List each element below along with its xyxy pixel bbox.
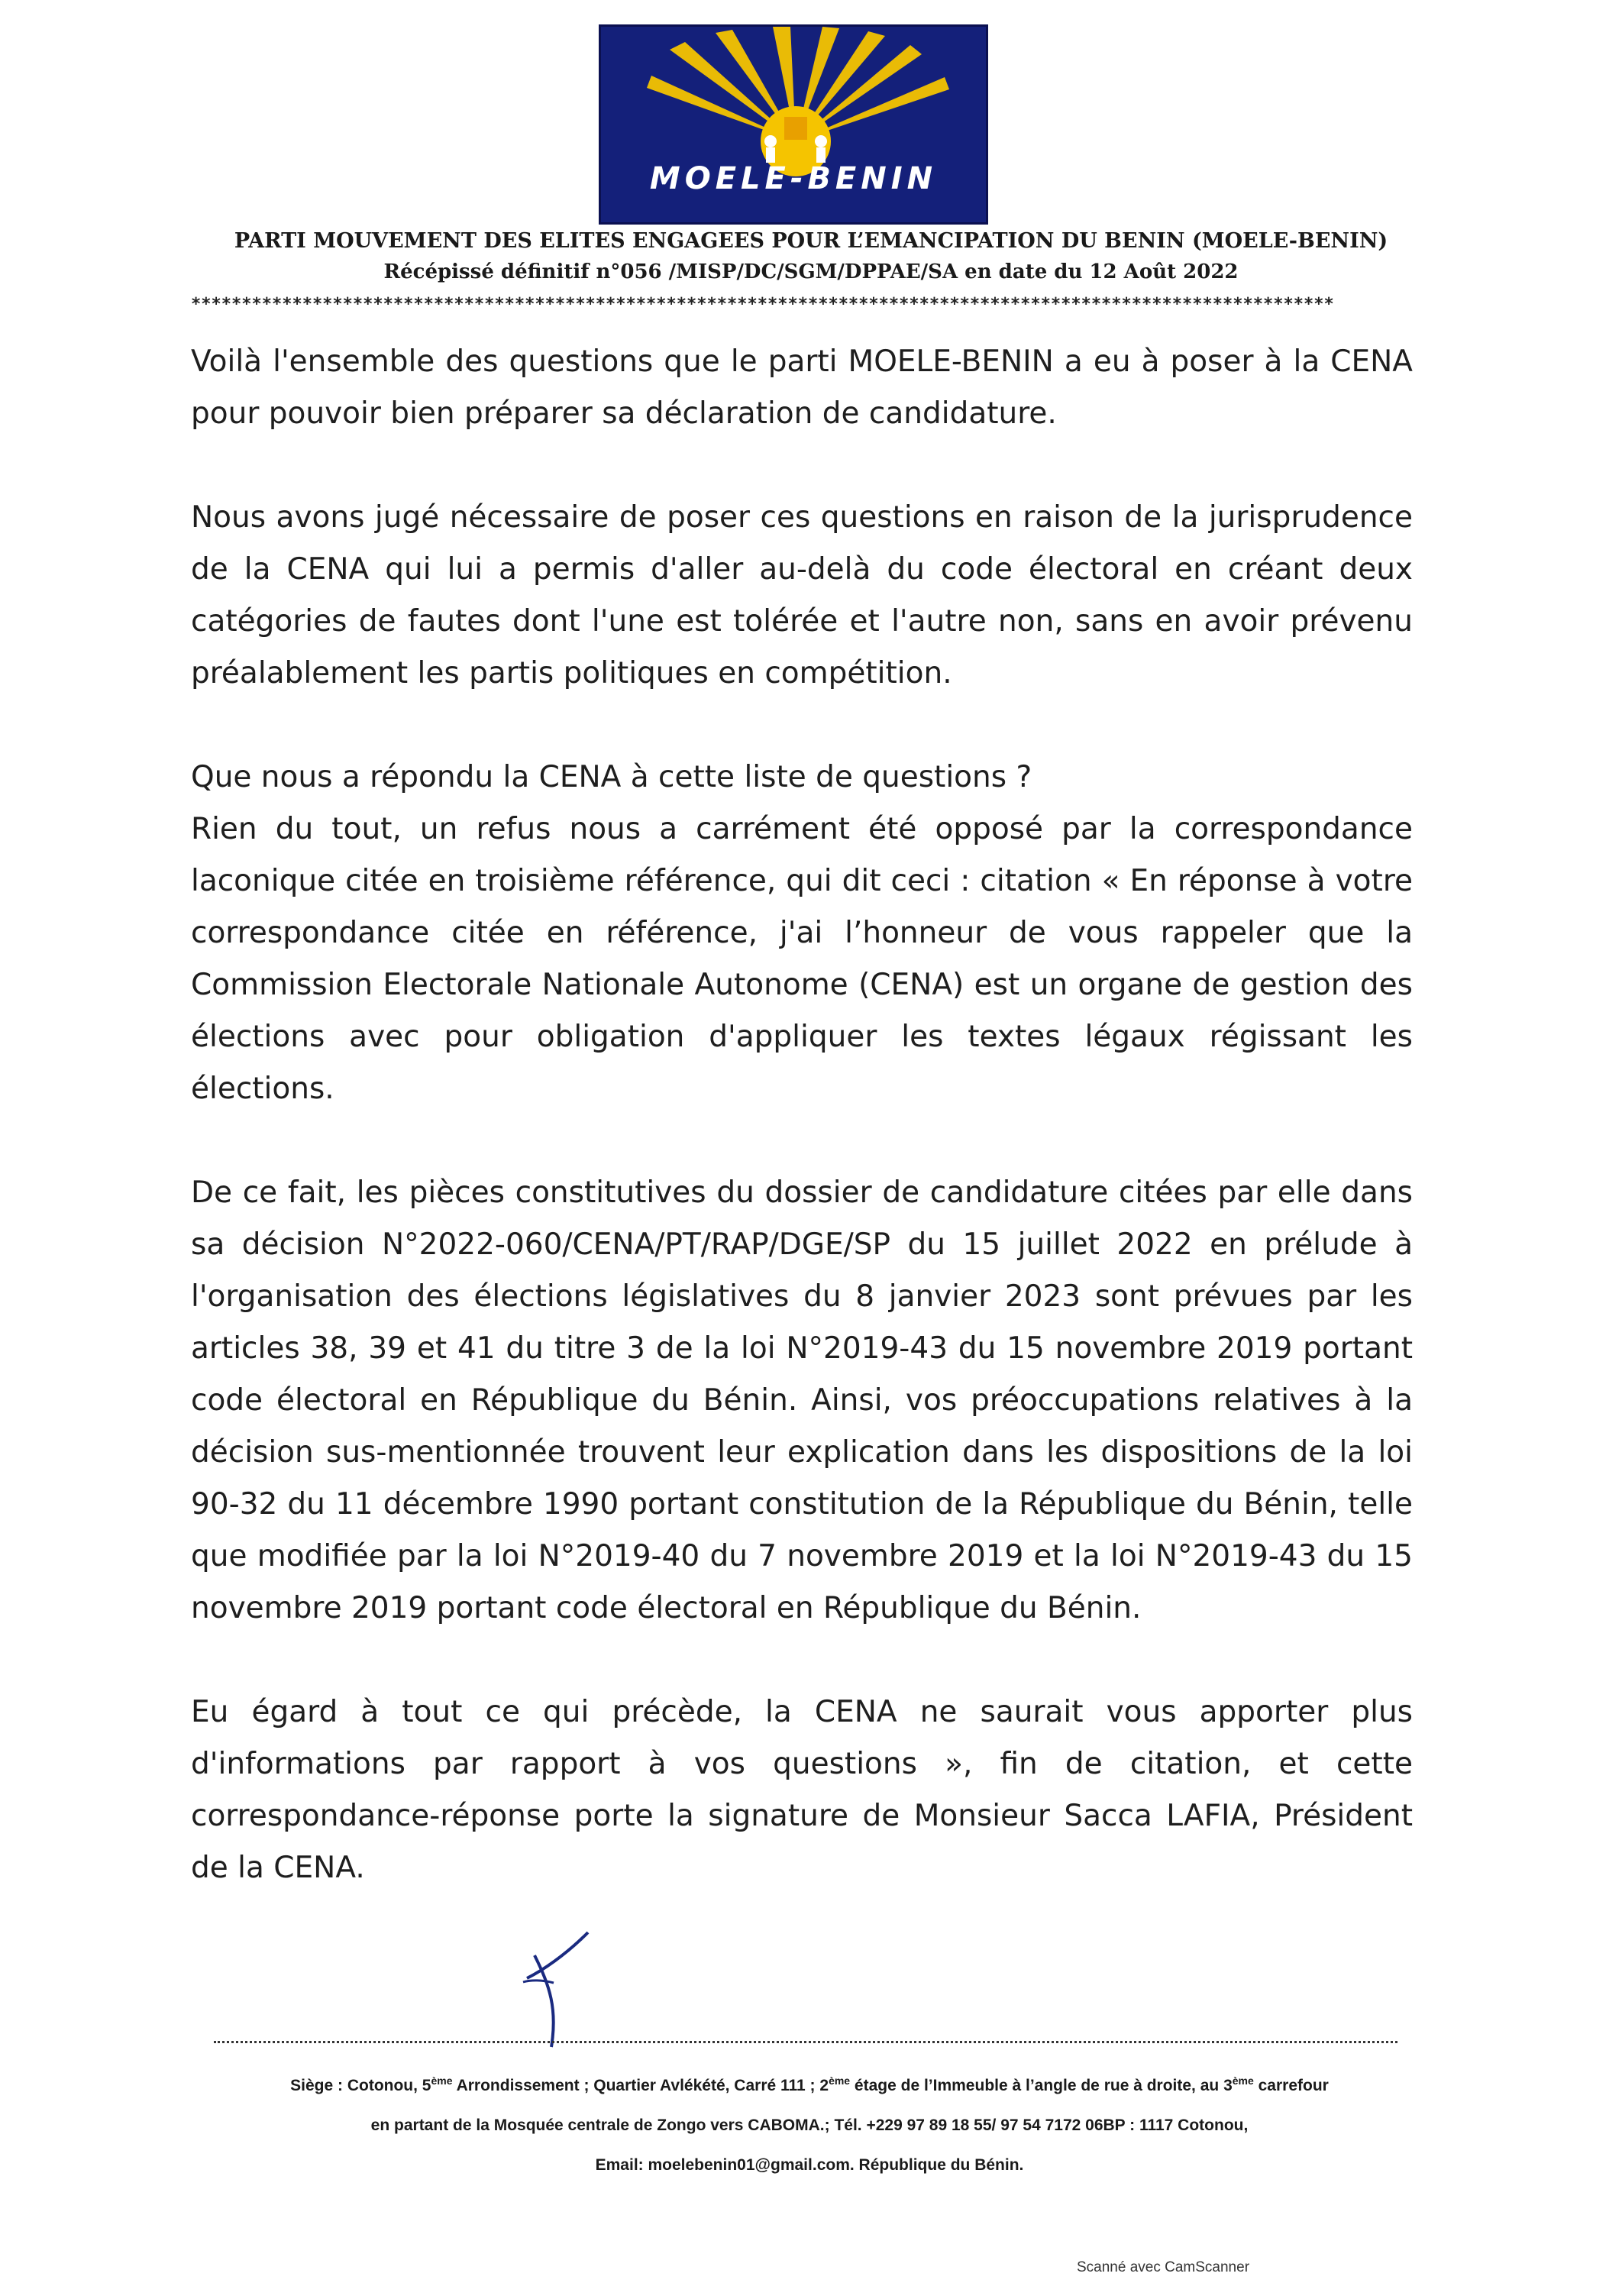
paragraph-conclusion: Eu égard à tout ce qui précède, la CENA ne saurait vous apporter plus d'informations par rapport à vos questions », fin de citation, et cette correspondance-réponse porte la signature de Monsieur Sacca LAFIA, Président de la CENA. [191, 1695, 1413, 1885]
party-name-heading: PARTI MOUVEMENT DES ELITES ENGAGEES POUR L’EMANCIPATION DU BENIN (MOELE-BENIN) [234, 229, 1388, 253]
paragraph-intro: Voilà l'ensemble des questions que le parti MOELE-BENIN a eu à poser à la CENA pour pouvoir bien préparer sa déclaration de candidature. [191, 344, 1413, 431]
footer-line-3: Email: moelebenin01@gmail.com. République du Bénin. [595, 2156, 1024, 2174]
star-divider: ***************************************************************************************************************** [191, 295, 1334, 314]
letter-body [191, 336, 1413, 1946]
scanner-watermark: Scanné avec CamScanner [1077, 2259, 1250, 2275]
paragraph-quotation-start: Rien du tout, un refus nous a carrément été opposé par la correspondance laconique citée en troisième référence, qui dit ceci : citation « En réponse à votre correspondance citée en référence, j'ai l’honneur de vous rappeler que la Commission Electorale Nationale Autonome (CENA) est un organe de gestion des élections avec pour obligation d'appliquer les textes légaux régissant les élections. [191, 812, 1413, 1106]
registration-receipt: Récépissé définitif n°056 /MISP/DC/SGM/DPPAE/SA en date du 12 Août 2022 [383, 260, 1239, 283]
paragraph-question: Que nous a répondu la CENA à cette liste de questions ? [191, 760, 1032, 794]
party-logo [599, 24, 988, 225]
logo-wordmark: MOELE-BENIN [649, 161, 938, 196]
footer-line-1: Siège : Cotonou, 5ème Arrondissement ; Quartier Avlékété, Carré 111 ; 2ème étage de l’Immeuble à l’angle de rue à droite, au 3ème carrefour [290, 2074, 1329, 2094]
handwritten-signature [512, 1925, 619, 2055]
paragraph-reason: Nous avons jugé nécessaire de poser ces questions en raison de la jurisprudence de la CENA qui lui a permis d'aller au-delà du code électoral en créant deux catégories de fautes dont l'une est tolérée et l'autre non, sans en avoir prévenu préalablement les partis politiques en compétition. [191, 500, 1413, 690]
paragraph-legal-basis: De ce fait, les pièces constitutives du dossier de candidature citées par elle dans sa décision N°2022-060/CENA/PT/RAP/DGE/SP du 15 juillet 2022 en prélude à l'organisation des élections législatives du 8 janvier 2023 sont prévues par les articles 38, 39 et 41 du titre 3 de la loi N°2019-43 du 15 novembre 2019 portant code électoral en République du Bénin. Ainsi, vos préoccupations relatives à la décision sus-mentionnée trouvent leur explication dans les dispositions de la loi 90-32 du 11 décembre 1990 portant constitution de la République du Bénin, telle que modifiée par la loi N°2019-40 du 7 novembre 2019 et la loi N°2019-43 du 15 novembre 2019 portant code électoral en République du Bénin. [191, 1175, 1413, 1625]
footer-address [199, 2061, 1420, 2185]
footer-divider [214, 2041, 1397, 2043]
footer-line-2: en partant de la Mosquée centrale de Zongo vers CABOMA.; Tél. +229 97 89 18 55/ 97 54 7172 06BP : 1117 Cotonou, [370, 2117, 1249, 2134]
